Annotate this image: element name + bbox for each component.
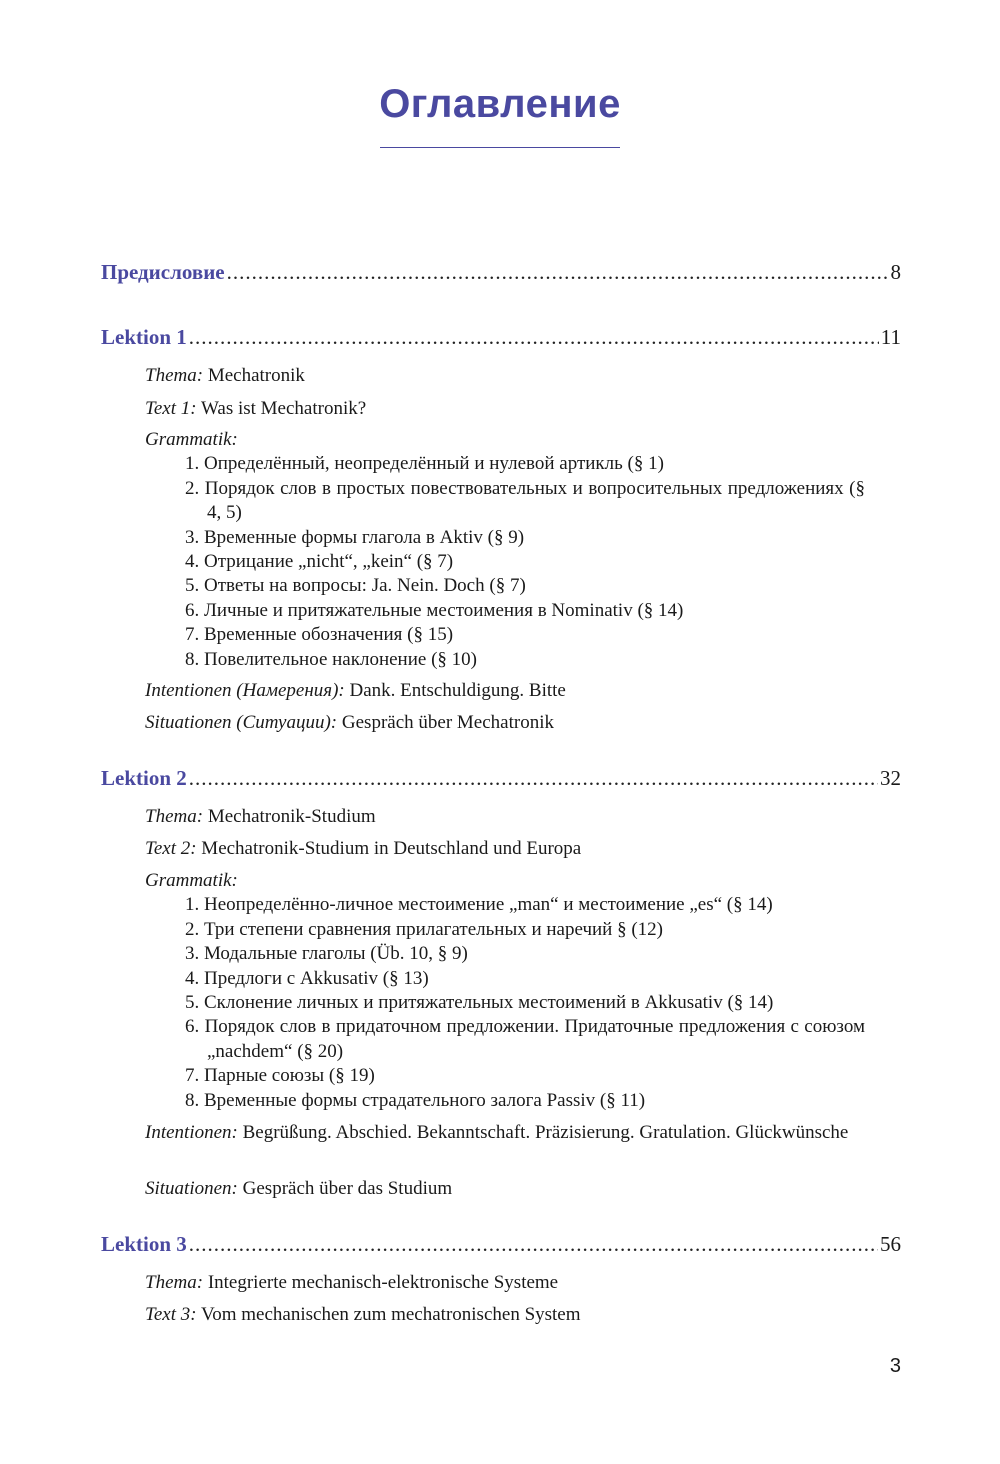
intentionen-value: Begrüßung. Abschied. Bekanntschaft. Präzisierung. Gratulation. Glückwünsche — [242, 1122, 849, 1143]
list-item: 2. Три степени сравнения прилагательных и наречий § (12) — [185, 918, 663, 940]
list-item: 5. Ответы на вопросы: Ja. Nein. Doch (§ 7) — [185, 575, 526, 597]
lektion-1-situationen — [145, 711, 860, 735]
list-item: 7. Временные обозначения (§ 15) — [185, 624, 454, 646]
grammatik-label: Grammatik: — [145, 429, 238, 450]
dot-leader — [189, 324, 879, 350]
text-label: Text 2: — [145, 838, 197, 859]
toc-entry-lektion-1[interactable] — [101, 324, 901, 350]
intentionen-value: Dank. Entschuldigung. Bitte — [349, 680, 566, 701]
grammatik-label: Grammatik: — [145, 870, 238, 891]
list-item: 3. Временные формы глагола в Aktiv (§ 9) — [185, 526, 525, 548]
thema-label: Thema: — [145, 806, 204, 827]
lektion-1-text — [145, 397, 860, 421]
page-number: 3 — [889, 1355, 901, 1377]
list-item: 1. Определённый, неопределённый и нулевой артикль (§ 1) — [185, 453, 664, 475]
thema-label: Thema: — [145, 365, 204, 386]
toc-entry-lektion-2[interactable] — [101, 765, 901, 791]
text-value: Was ist Mechatronik? — [200, 398, 367, 419]
intentionen-label: Intentionen (Намерения): — [145, 680, 345, 701]
lektion-1-intentionen — [145, 679, 860, 703]
list-item: 1. Неопределённо-личное местоимение „man“ и местоимение „es“ (§ 14) — [185, 894, 773, 916]
lektion-3-thema — [145, 1271, 860, 1295]
situationen-label: Situationen (Ситуации): — [145, 712, 338, 733]
lektion-3-text — [145, 1303, 860, 1327]
text-label: Text 1: — [145, 398, 197, 419]
dot-leader — [227, 259, 889, 285]
lektion-2-situationen — [145, 1177, 860, 1201]
thema-value: Integrierte mechanisch-elektronische Systeme — [207, 1272, 559, 1293]
lektion-1-grammatik — [145, 428, 865, 672]
situationen-value: Gespräch über Mechatronik — [341, 712, 554, 733]
intentionen-label: Intentionen: — [145, 1122, 238, 1143]
dot-leader — [189, 1231, 878, 1257]
list-item: 4. Предлоги с Akkusativ (§ 13) — [185, 967, 429, 989]
lektion-2-text — [145, 837, 860, 861]
toc-entry-title: Предисловие — [101, 260, 225, 284]
situationen-value: Gespräch über das Studium — [242, 1178, 453, 1199]
list-item: 7. Парные союзы (§ 19) — [185, 1065, 375, 1087]
grammatik-list — [145, 452, 865, 672]
title-underline — [380, 147, 620, 148]
toc-page-number: 56 — [880, 1232, 901, 1256]
list-item: 3. Модальные глаголы (Üb. 10, § 9) — [185, 943, 468, 965]
toc-entry-lektion-3[interactable] — [101, 1231, 901, 1257]
toc-page-number: 8 — [890, 260, 901, 284]
lektion-2-thema — [145, 805, 860, 829]
text-value: Mechatronik-Studium in Deutschland und Europa — [201, 838, 582, 859]
lektion-1-thema — [145, 364, 860, 388]
list-item: 2. Порядок слов в простых повествовательных и вопросительных предложениях (§ 4, 5) — [185, 477, 865, 524]
list-item: 5. Склонение личных и притяжательных местоимений в Akkusativ (§ 14) — [185, 992, 774, 1014]
lektion-2-grammatik — [145, 869, 865, 1113]
toc-page-number: 32 — [880, 766, 901, 790]
list-item: 8. Повелительное наклонение (§ 10) — [185, 648, 477, 670]
list-item: 6. Порядок слов в придаточном предложении. Придаточные предложения с союзом „nachdem“ (§ 20) — [185, 1016, 865, 1062]
toc-entry-title: Lektion 1 — [101, 325, 187, 349]
toc-entry-preface[interactable] — [101, 259, 901, 285]
grammatik-list — [145, 893, 865, 1113]
thema-value: Mechatronik — [207, 365, 305, 386]
text-label: Text 3: — [145, 1304, 197, 1325]
toc-page-number: 11 — [880, 325, 901, 349]
situationen-label: Situationen: — [145, 1178, 238, 1199]
toc-entry-title: Lektion 2 — [101, 766, 187, 790]
page-title: Оглавление — [379, 82, 621, 126]
toc-entry-title: Lektion 3 — [101, 1232, 187, 1256]
thema-value: Mechatronik-Studium — [207, 806, 376, 827]
list-item: 6. Личные и притяжательные местоимения в Nominativ (§ 14) — [185, 599, 684, 621]
list-item: 8. Временные формы страдательного залога Passiv (§ 11) — [185, 1089, 646, 1111]
list-item: 4. Отрицание „nicht“, „kein“ (§ 7) — [185, 551, 454, 573]
thema-label: Thema: — [145, 1272, 204, 1293]
text-value: Vom mechanischen zum mechatronischen System — [200, 1304, 581, 1325]
dot-leader — [189, 765, 878, 791]
lektion-2-intentionen — [145, 1121, 860, 1145]
